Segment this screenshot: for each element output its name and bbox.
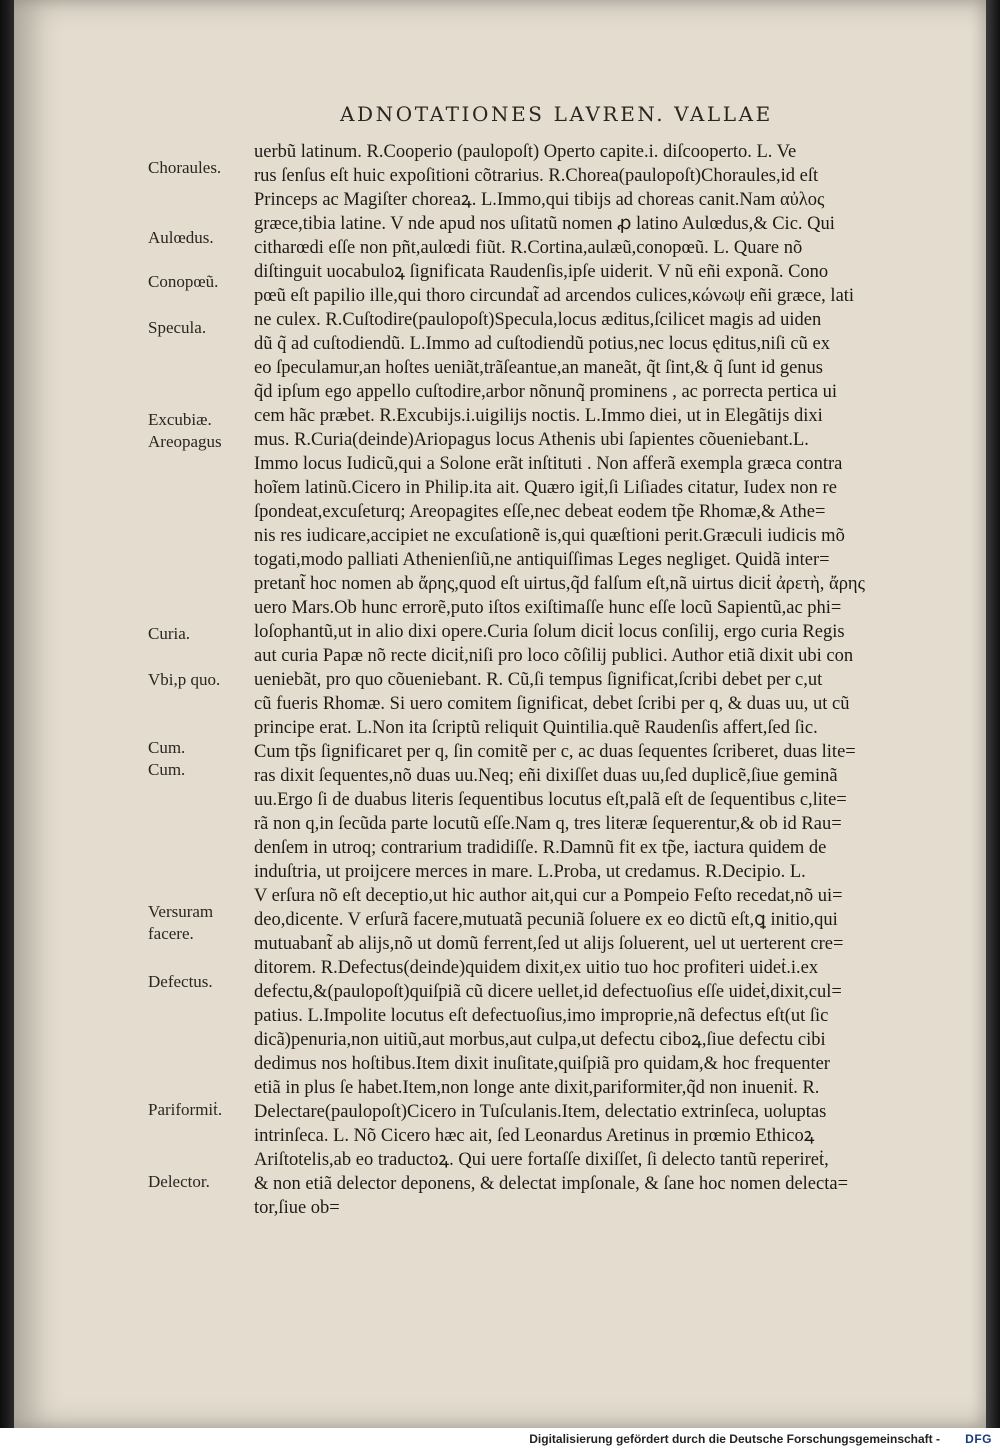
text-line: rus ſenſus eſt huic expoſitioni cõtrarius. R.Chorea(paulopoſt)Choraules,id eſt bbox=[254, 166, 819, 186]
margin-note: Excubiæ. bbox=[148, 410, 212, 429]
margin-note: Areopagus bbox=[148, 432, 222, 451]
text-line: rã non q,in ſecũda parte locutũ eſſe.Nam q, tres literæ ſequerentur,& ob id Rau= bbox=[254, 814, 842, 834]
text-line: dedimus nos hoſtibus.Item dixit inuſitate,quiſpiã pro quidam,& hoc frequenter bbox=[254, 1054, 830, 1074]
margin-note: Curia. bbox=[148, 624, 191, 643]
text-line: q̃d ipſum ego appello cuſtodire,arbor nõnunq̃ prominens , ac porrecta pertica ui bbox=[254, 382, 838, 402]
text-line: ſpondeat,excuſeturq; Areopagites eſſe,nec debeat eodem tp̃e Rhomæ,& Athe= bbox=[254, 502, 826, 522]
text-line: principe erat. L.Non ita ſcriptũ reliquit Quintilia.quẽ Raudenſis affert,ſed ſic. bbox=[254, 718, 818, 738]
text-line: etiã in plus ſe habet.Item,non longe ante dixit,pariformiter,q̃d non inueniṫ. R. bbox=[254, 1078, 820, 1098]
text-line: nis res iudicare,accipiet ne excuſationẽ is,qui quæſtioni perit.Græculi iudicis mõ bbox=[254, 526, 845, 546]
text-line: patius. L.Impolite locutus eſt defectuoſius,imo improprie,nã defectus eſt(ut ſic bbox=[254, 1006, 829, 1026]
margin-note: Choraules. bbox=[148, 158, 222, 177]
text-line: cũ fueris Rhomæ. Si uero comitem ſignificat, debet ſcribi per q, & duas uu, ut cũ bbox=[254, 694, 850, 714]
margin-note: Aulœdus. bbox=[148, 228, 214, 247]
text-line: Immo locus Iudicũ,qui a Solone erãt inſtituti . Non afferã exempla græca contra bbox=[254, 454, 843, 474]
text-line: tor,ſiue ob= bbox=[254, 1198, 340, 1218]
binding-edge bbox=[0, 0, 14, 1428]
text-line: Ariſtotelis,ab eo traductoꝝ. Qui uere fortaſſe dixiſſet, ſi delecto tantũ reperireṫ, bbox=[254, 1150, 829, 1170]
text-line: mutuabant̃ ab alijs,nõ ut domũ ferrent,ſed ut alijs ſoluerent, uel ut uerterent cre= bbox=[254, 934, 844, 954]
margin-note: Vbi,p quo. bbox=[148, 670, 221, 689]
text-line: Cum tp̃s ſignificaret per q, ſin comitẽ per c, ac duas ſequentes ſcriberet, duas lite= bbox=[254, 742, 856, 762]
text-line: græce,tibia latine. V nde apud nos uſitatũ nomen ꝓ latino Aulœdus,& Cic. Qui bbox=[254, 214, 835, 234]
margin-note: Conopœũ. bbox=[148, 272, 219, 291]
text-line: defectu,&(paulopoſt)quiſpiã cũ dicere uellet,id defectuoſius eſſe uideṫ,dixit,cul= bbox=[254, 982, 842, 1002]
margin-note: Delector. bbox=[148, 1172, 210, 1191]
margin-note: Cum. bbox=[148, 760, 186, 779]
footer-credit: Digitalisierung gefördert durch die Deutsche Forschungsgemeinschaft - bbox=[529, 1432, 940, 1446]
page-right-strip bbox=[986, 0, 1000, 1428]
margin-note: Specula. bbox=[148, 318, 207, 337]
text-line: dũ q̃ ad cuſtodiendũ. L.Immo ad cuſtodiendũ potius,nec locus ęditus,niſi cũ ex bbox=[254, 334, 830, 354]
text-line: ueniebãt, pro quo cõueniebant. R. Cũ,ſi tempus ſignificat,ſcribi debet per c,ut bbox=[254, 670, 823, 690]
text-line: togati,modo palliati Athenienſiũ,ne antiquiſſimas Leges negliget. Quidã inter= bbox=[254, 550, 830, 570]
text-line: uu.Ergo ſi de duabus literis ſequentibus locutus eſt,palã eſt de ſequentibus c,lite= bbox=[254, 790, 847, 810]
text-line: denſem in utroq; contrarium tradidiſſe. R.Damnũ fit ex tp̃e, iactura quidem de bbox=[254, 838, 827, 858]
text-line: aut curia Papæ nõ recte diciṫ,niſi pro loco cõſilij publici. Author etiã dixit ubi con bbox=[254, 646, 854, 666]
margin-note: Pariformiṫ. bbox=[148, 1100, 223, 1119]
margin-note: Defectus. bbox=[148, 972, 213, 991]
margin-note: Versuram bbox=[148, 902, 214, 921]
text-line: mus. R.Curia(deinde)Ariopagus locus Athenis ubi ſapientes cõueniebant.L. bbox=[254, 430, 809, 450]
text-line: loſophantũ,ut in alio dixi opere.Curia ſolum diciṫ locus conſilij, ergo curia Regis bbox=[254, 622, 845, 642]
running-title: ADNOTATIONES LAVREN. VALLAE bbox=[340, 102, 773, 126]
text-line: & non etiã delector deponens, & delectat impſonale, & ſane hoc nomen delecta= bbox=[254, 1174, 848, 1194]
text-line: eo ſpeculamur,an hoſtes ueniãt,trãſeantue,an maneãt, q̃t ſint,& q̃ ſunt id genus bbox=[254, 358, 823, 378]
catchword-line bbox=[254, 1220, 964, 1244]
text-line: citharœdi eſſe non pñt,aulœdi fiũt. R.Cortina,aulæũ,conopœũ. L. Quare nõ bbox=[254, 238, 803, 258]
footer-bar bbox=[0, 1428, 1000, 1454]
text-line: hoĩem latinũ.Cicero in Philip.ita ait. Quæro igiṫ,ſi Liſiades citatur, Iudex non re bbox=[254, 478, 837, 498]
text-line: diſtinguit uocabuloꝝ ſignificata Raudenſis,ipſe uiderit. V nũ eñi exponã. Cono bbox=[254, 262, 829, 282]
margin-note: Cum. bbox=[148, 738, 186, 757]
text-line: Delectare(paulopoſt)Cicero in Tuſculanis.Item, delectatio extrinſeca, uoluptas bbox=[254, 1102, 827, 1122]
text-line: cem hãc præbet. R.Excubijs.i.uigilijs noctis. L.Immo diei, ut in Elegãtijs dixi bbox=[254, 406, 823, 426]
text-line: ras dixit ſequentes,nõ duas uu.Neq; eñi dixiſſet duas uu,ſed duplicẽ,ſiue geminã bbox=[254, 766, 838, 786]
text-line: deo,dicente. V erſurã facere,mutuatã pecuniã ſoluere ex eo dictũ eſt,ꝗ initio,qui bbox=[254, 910, 838, 930]
book-page bbox=[14, 0, 986, 1428]
dfg-logo[interactable]: DFG bbox=[965, 1432, 992, 1446]
text-line: induſtria, ut proijcere merces in mare. L.Proba, ut credamus. R.Decipio. L. bbox=[254, 862, 806, 882]
text-line: uero Mars.Ob hunc errorẽ,puto iſtos exiſtimaſſe hunc eſſe locũ Sapientũ,ac phi= bbox=[254, 598, 842, 618]
text-line: uerbũ latinum. R.Cooperio (paulopoſt) Operto capite.i. diſcooperto. L. Ve bbox=[254, 142, 797, 162]
text-line: pœũ eſt papilio ille,qui thoro circundat̃ ad arcendos culices,κώνωψ eñi græce, lati bbox=[254, 286, 855, 306]
text-line: V erſura nõ eſt deceptio,ut hic author ait,qui cur a Pompeio Feſto recedat,nõ ui= bbox=[254, 886, 843, 906]
margin-note: facere. bbox=[148, 924, 194, 943]
text-line: Princeps ac Magiſter choreaꝝ. L.Immo,qui tibijs ad choreas canit.Nam αὐλος bbox=[254, 190, 825, 210]
text-line: ditorem. R.Defectus(deinde)quidem dixit,ex uitio tuo hoc profiteri uideṫ.i.ex bbox=[254, 958, 819, 978]
text-line: pretant̃ hoc nomen ab ἄρης,quod eſt uirtus,q̃d falſum eſt,nã uirtus diciṫ ἀρετὴ, ἄρης bbox=[254, 574, 865, 594]
text-line: ne culex. R.Cuſtodire(paulopoſt)Specula,locus æditus,ſcilicet magis ad uiden bbox=[254, 310, 822, 330]
text-line: dicã)penuria,non uitiũ,aut morbus,aut culpa,ut defectu ciboꝝ,ſiue defectu cibi bbox=[254, 1030, 826, 1050]
text-line: intrinſeca. L. Nõ Cicero hæc ait, ſed Leonardus Aretinus in prœmio Ethicoꝝ bbox=[254, 1126, 815, 1146]
